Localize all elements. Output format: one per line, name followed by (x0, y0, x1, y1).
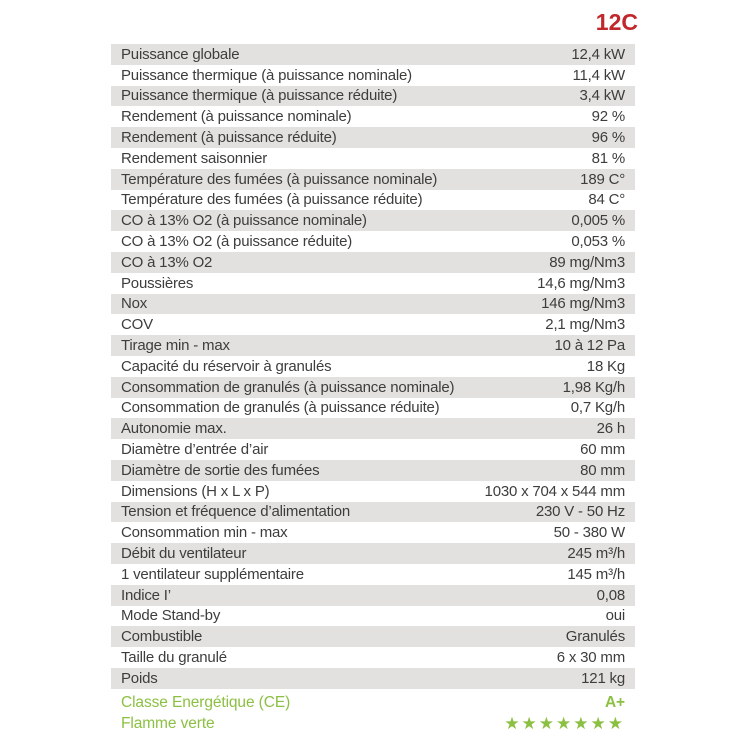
table-row (111, 169, 635, 190)
row-value: 80 mm (580, 461, 625, 479)
table-row (111, 127, 635, 148)
table-row (111, 231, 635, 252)
row-value: 145 m³/h (567, 565, 625, 583)
row-label: Diamètre de sortie des fumées (121, 461, 320, 479)
table-row (111, 543, 635, 564)
row-label: Mode Stand-by (121, 607, 221, 625)
energy-rating-table (111, 692, 635, 734)
footer-value: A+ (604, 693, 625, 711)
row-label: Débit du ventilateur (121, 545, 247, 563)
row-value: 96 % (591, 129, 625, 147)
row-value: 14,6 mg/Nm3 (537, 274, 625, 292)
row-label: Autonomie max. (121, 420, 227, 438)
row-label: CO à 13% O2 (à puissance nominale) (121, 212, 367, 230)
row-label: Température des fumées (à puissance réduite) (121, 191, 423, 209)
table-row (111, 668, 635, 689)
row-label: Rendement (à puissance réduite) (121, 129, 337, 147)
footer-value: ★★★★★★★ (504, 713, 625, 733)
table-row (111, 106, 635, 127)
footer-row (111, 713, 635, 734)
table-row (111, 439, 635, 460)
row-value: 0,08 (596, 586, 625, 604)
table-row (111, 398, 635, 419)
model-title: 12C (595, 9, 638, 35)
row-value: 89 mg/Nm3 (549, 253, 625, 271)
table-row (111, 522, 635, 543)
row-value: 12,4 kW (571, 45, 625, 63)
row-label: Consommation de granulés (à puissance réduite) (121, 399, 440, 417)
row-label: Puissance thermique (à puissance nominale) (121, 66, 412, 84)
table-row (111, 273, 635, 294)
row-label: COV (121, 316, 153, 334)
table-row (111, 314, 635, 335)
row-value: 11,4 kW (572, 66, 625, 84)
row-value: 6 x 30 mm (556, 649, 625, 666)
table-row (111, 148, 635, 169)
table-row (111, 606, 635, 627)
table-row (111, 86, 635, 107)
row-value: 245 m³/h (567, 545, 625, 563)
table-row (111, 502, 635, 523)
table-row (111, 647, 635, 668)
table-row (111, 210, 635, 231)
row-value: 189 C° (580, 170, 625, 188)
row-label: Dimensions (H x L x P) (121, 482, 270, 500)
row-value: 0,005 % (571, 212, 625, 230)
row-value: 146 mg/Nm3 (541, 295, 625, 313)
table-row (111, 377, 635, 398)
row-label: Consommation de granulés (à puissance nominale) (121, 378, 455, 396)
footer-label: Flamme verte (121, 714, 215, 732)
row-value: 3,4 kW (579, 87, 625, 105)
row-label: Rendement (à puissance nominale) (121, 108, 352, 126)
row-value: 230 V - 50 Hz (535, 503, 625, 521)
row-value: 1,98 Kg/h (562, 378, 625, 396)
row-value: oui (605, 607, 625, 625)
footer-row (111, 692, 635, 713)
table-row (111, 356, 635, 377)
table-row (111, 418, 635, 439)
row-label: Poids (121, 669, 158, 687)
row-label: Puissance thermique (à puissance réduite) (121, 87, 398, 105)
row-value: 81 % (591, 149, 625, 167)
row-label: Nox (121, 295, 148, 313)
row-label: Capacité du réservoir à granulés (121, 357, 332, 375)
row-value: 0,053 % (571, 233, 625, 251)
row-label: Indice I’ (121, 586, 171, 604)
row-label: Rendement saisonnier (121, 149, 268, 167)
row-label: Tension et fréquence d’alimentation (121, 503, 350, 521)
table-row (111, 626, 635, 647)
table-row (111, 335, 635, 356)
row-label: CO à 13% O2 (à puissance réduite) (121, 233, 353, 251)
spec-table (111, 44, 635, 689)
row-value: 0,7 Kg/h (570, 399, 625, 417)
row-label: Diamètre d’entrée d’air (121, 441, 269, 459)
row-value: 92 % (591, 108, 625, 126)
table-row (111, 585, 635, 606)
row-value: 2,1 mg/Nm3 (545, 316, 625, 334)
footer-label: Classe Energétique (CE) (121, 693, 291, 711)
row-label: Taille du granulé (121, 649, 227, 666)
row-value: 121 kg (581, 669, 625, 687)
row-label: Puissance globale (121, 45, 240, 63)
row-label: 1 ventilateur supplémentaire (121, 565, 304, 583)
table-row (111, 294, 635, 315)
table-row (111, 190, 635, 211)
row-value: 18 Kg (586, 357, 625, 375)
table-row (111, 65, 635, 86)
row-label: Température des fumées (à puissance nominale) (121, 170, 438, 188)
row-value: 10 à 12 Pa (554, 337, 625, 355)
row-label: CO à 13% O2 (121, 253, 213, 271)
table-row (111, 252, 635, 273)
row-value: 60 mm (580, 441, 625, 459)
row-value: Granulés (565, 628, 625, 646)
table-row (111, 44, 635, 65)
row-label: Poussières (121, 274, 194, 292)
row-label: Consommation min - max (121, 524, 288, 542)
row-value: 84 C° (588, 191, 625, 209)
row-label: Tirage min - max (121, 337, 230, 355)
table-row (111, 481, 635, 502)
row-value: 1030 x 704 x 544 mm (484, 482, 625, 500)
row-label: Combustible (121, 628, 203, 646)
table-row (111, 564, 635, 585)
row-value: 26 h (596, 420, 625, 438)
table-row (111, 460, 635, 481)
row-value: 50 - 380 W (553, 524, 625, 542)
